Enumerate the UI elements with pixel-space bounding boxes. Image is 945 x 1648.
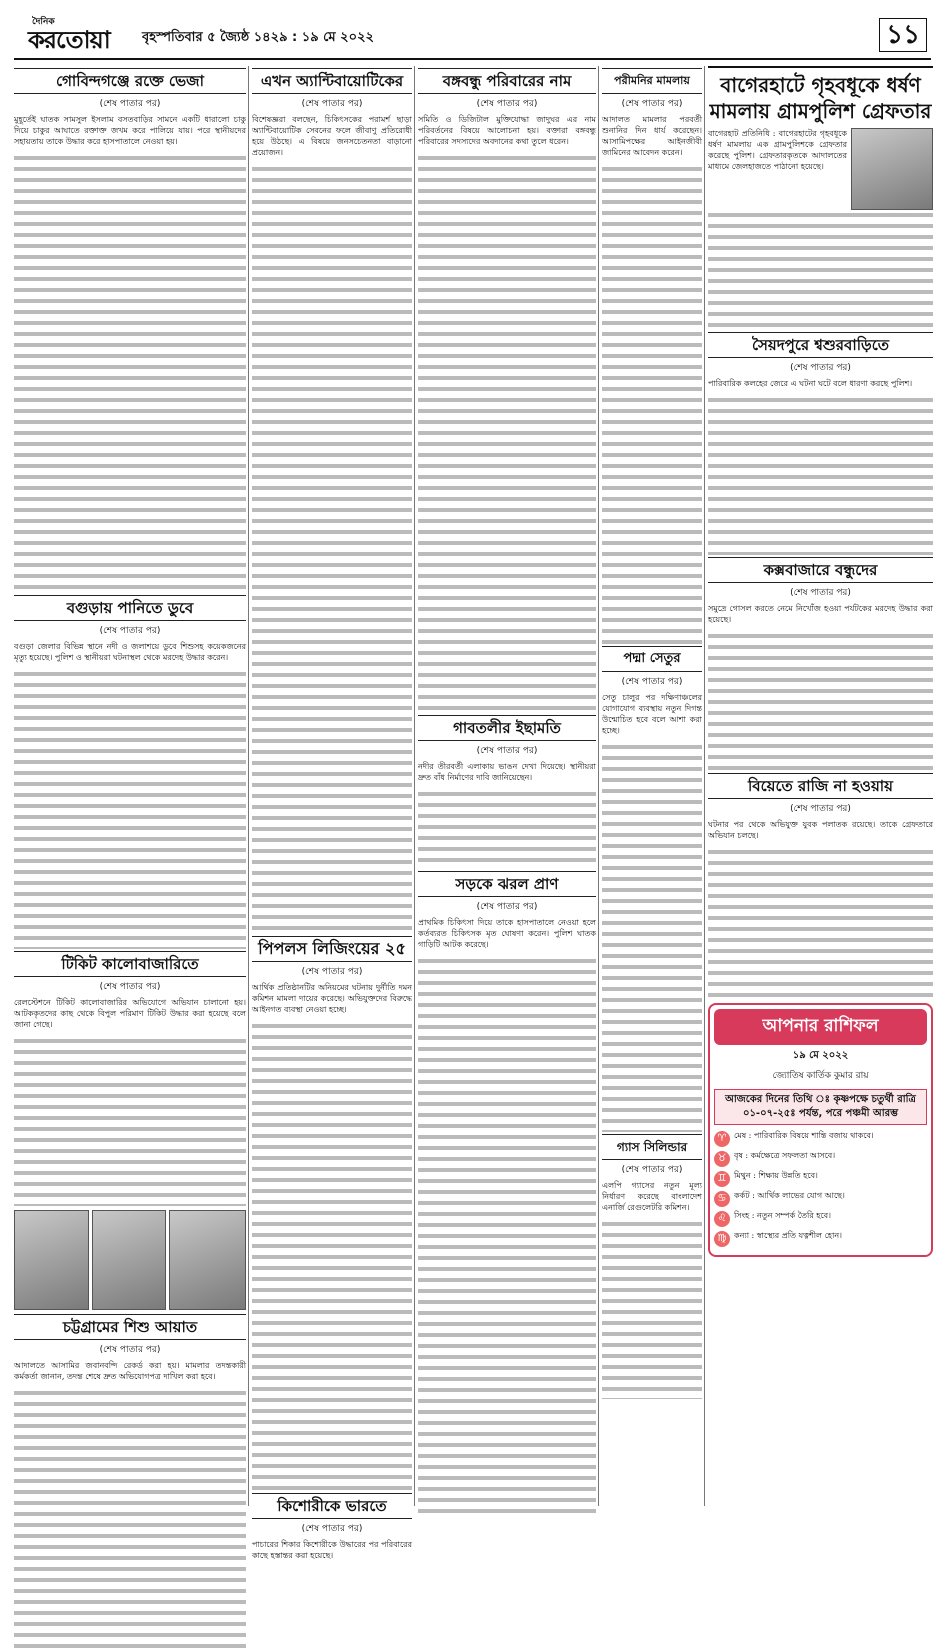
article-headline: কক্সবাজারে বন্ধুদের — [708, 557, 933, 583]
column-3 — [418, 66, 596, 1506]
masthead — [14, 12, 931, 60]
article-headline: কিশোরীকে ভারতে — [252, 1493, 412, 1519]
sign-text: কর্কট : আর্থিক লাভের যোগ আছে। — [734, 1191, 845, 1200]
sign-row — [714, 1171, 927, 1187]
article-body: আদালত মামলার পরবর্তী শুনানির দিন ধার্য করেছেন। আসামিপক্ষের আইনজীবী জামিনের আবেদন করেন। — [602, 115, 702, 157]
article-body: আদালতে আসামির জবানবন্দি রেকর্ড করা হয়। মামলার তদন্তকারী কর্মকর্তা জানান, তদন্ত শেষে দ্রুত অভিযোগপত্র দাখিল করা হবে। — [14, 1361, 246, 1381]
continued-note: (শেষ পাতার পর) — [790, 363, 851, 373]
logo-name: করতোয়া — [28, 25, 110, 54]
article-body: মুহূর্তেই ঘাতক সামসুল ইসলাম বসতবাড়ির সামনে একটি ধারালো চাকু দিয়ে চাকুর আঘাতে রক্তাক্ত জখম করে পালিয়ে যায়। পরে স্থানীয়দের সহায়তায় তাকে উদ্ধার করে হাসপাতালে নেওয়া হয়। — [14, 115, 246, 146]
article-body: বিশেষজ্ঞরা বলছেন, চিকিৎসকের পরামর্শ ছাড়া অ্যান্টিবায়োটিক সেবনের ফলে জীবাণু প্রতিরোধী হয়ে উঠছে। এ বিষয়ে জনসচেতনতা বাড়ানো প্রয়োজন। — [252, 115, 412, 157]
horoscope-title: আপনার রাশিফল — [714, 1009, 927, 1045]
column-5 — [708, 66, 933, 1506]
continued-note: (শেষ পাতার পর) — [99, 1345, 161, 1355]
column-4 — [602, 66, 702, 1506]
sign-text: বৃষ : কর্মক্ষেত্রে সফলতা আসবে। — [734, 1151, 836, 1160]
horoscope-box — [708, 1003, 933, 1257]
article-headline: বগুড়ায় পানিতে ডুবে — [14, 595, 246, 621]
news-photo — [14, 1210, 89, 1310]
logo-small-text: দৈনিক — [32, 17, 55, 27]
article-body: সমিতি ও ডিজিটাল মুক্তিযোদ্ধা জাদুঘর এর নাম পরিবর্তনের বিষয়ে আলোচনা হয়। বক্তারা বঙ্গবন্ধু পরিবারের সদস্যদের অবদানের কথা তুলে ধরেন। — [418, 115, 596, 146]
sign-row — [714, 1231, 927, 1247]
article-headline: সৈয়দপুরে শ্বশুরবাড়িতে — [708, 332, 933, 358]
sign-row — [714, 1151, 927, 1167]
sign-row — [714, 1131, 927, 1147]
article-headline: এখন অ্যান্টিবায়োটিকের — [252, 68, 412, 94]
column-2 — [252, 66, 412, 1560]
zodiac-icon: ♉ — [714, 1151, 730, 1167]
news-photo — [92, 1210, 167, 1310]
sign-text: সিংহ : নতুন সম্পর্ক তৈরি হবে। — [734, 1211, 831, 1220]
article-body: সমুদ্রে গোসল করতে নেমে নিখোঁজ হওয়া পর্যটকের মরদেহ উদ্ধার করা হয়েছে। — [708, 604, 933, 624]
article-body: পাচারের শিকার কিশোরীকে উদ্ধারের পর পরিবারের কাছে হস্তান্তর করা হয়েছে। — [252, 1540, 412, 1560]
sign-row — [714, 1191, 927, 1207]
horoscope-author: জ্যোতিষ কার্তিক কুমার রায় — [772, 1071, 869, 1081]
article-headline: গাবতলীর ইছামতি — [418, 715, 596, 741]
continued-note: (শেষ পাতার পর) — [621, 99, 683, 109]
page-number: ১১ — [879, 18, 927, 52]
continued-note: (শেষ পাতার পর) — [301, 99, 363, 109]
article-body: প্রাথমিক চিকিৎসা দিয়ে তাকে হাসপাতালে নেওয়া হলে কর্তব্যরত চিকিৎসক মৃত ঘোষণা করেন। পুলিশ ঘাতক গাড়িটি আটক করেছে। — [418, 918, 596, 949]
article-headline: পিপলস লিজিংয়ের ২৫ — [252, 936, 412, 962]
lead-headline: বাগেরহাটে গৃহবধূকে ধর্ষণ মামলায় গ্রামপুলিশ গ্রেফতার — [708, 66, 933, 124]
article-headline: চট্টগ্রামের শিশু আয়াত — [14, 1314, 246, 1340]
continued-note: (শেষ পাতার পর) — [476, 99, 538, 109]
continued-note: (শেষ পাতার পর) — [99, 982, 161, 992]
zodiac-icon: ♌ — [714, 1211, 730, 1227]
zodiac-icon: ♍ — [714, 1231, 730, 1247]
article-headline: বঙ্গবন্ধু পরিবারের নাম — [418, 68, 596, 94]
continued-note: (শেষ পাতার পর) — [301, 1524, 363, 1534]
continued-note: (শেষ পাতার পর) — [476, 902, 538, 912]
horoscope-date: ১৯ মে ২০২২ — [792, 1050, 849, 1061]
continued-note: (শেষ পাতার পর) — [476, 746, 538, 756]
article-headline: গোবিন্দগঞ্জে রক্তে ভেজা — [14, 68, 246, 94]
article-headline: পদ্মা সেতুর — [602, 646, 702, 672]
article-body: নদীর তীরবর্তী এলাকায় ভাঙন দেখা দিয়েছে। স্থানীয়রা দ্রুত বাঁধ নির্মাণের দাবি জানিয়েছেন। — [418, 762, 596, 782]
sign-text: মিথুন : শিক্ষায় উন্নতি হবে। — [734, 1171, 818, 1180]
continued-note: (শেষ পাতার পর) — [99, 626, 161, 636]
newspaper-logo — [18, 14, 128, 52]
continued-note: (শেষ পাতার পর) — [790, 804, 851, 814]
tithi-box: আজকের দিনের তিথি ঃ কৃষ্ণপক্ষে চতুর্থী রাত্রি ০১-০৭-২৫ঃ পর্যন্ত, পরে পঞ্চমী আরম্ভ — [714, 1089, 927, 1125]
zodiac-icon: ♊ — [714, 1171, 730, 1187]
article-body: রেলস্টেশনে টিকিট কালোবাজারির অভিযোগে অভিযান চালানো হয়। আটককৃতদের কাছ থেকে বিপুল পরিমাণ টিকিট উদ্ধার করা হয়েছে বলে জানা গেছে। — [14, 998, 246, 1029]
article-headline: টিকিট কালোবাজারিতে — [14, 951, 246, 977]
news-photo — [851, 128, 933, 210]
article-headline: সড়কে ঝরল প্রাণ — [418, 871, 596, 897]
sign-text: মেষ : পারিবারিক বিষয়ে শান্তি বজায় থাকবে। — [734, 1131, 874, 1140]
continued-note: (শেষ পাতার পর) — [790, 588, 851, 598]
article-body: বাগেরহাট প্রতিনিধি : বাগেরহাটের গৃহবধূকে ধর্ষণ মামলায় এক গ্রামপুলিশকে গ্রেফতার করেছে পুলিশ। গ্রেফতারকৃতকে আদালতের মাধ্যমে জেলহাজতে পাঠানো হয়েছে। — [708, 129, 847, 171]
article-body: এলপি গ্যাসের নতুন মূল্য নির্ধারণ করেছে বাংলাদেশ এনার্জি রেগুলেটরি কমিশন। — [602, 1181, 702, 1212]
article-headline: পরীমনির মামলায় — [602, 68, 702, 94]
continued-note: (শেষ পাতার পর) — [621, 677, 683, 687]
sign-row — [714, 1211, 927, 1227]
article-headline: বিয়েতে রাজি না হওয়ায় — [708, 773, 933, 799]
article-headline: গ্যাস সিলিন্ডার — [602, 1134, 702, 1160]
continued-note: (শেষ পাতার পর) — [621, 1165, 683, 1175]
zodiac-icon: ♋ — [714, 1191, 730, 1207]
zodiac-icon: ♈ — [714, 1131, 730, 1147]
continued-note: (শেষ পাতার পর) — [301, 967, 363, 977]
column-1 — [14, 66, 246, 1506]
news-photo — [169, 1210, 246, 1310]
article-body: সেতু চালুর পর দক্ষিণাঞ্চলের যোগাযোগ ব্যবস্থায় নতুন দিগন্ত উন্মোচিত হবে বলে আশা করা হচ্ছে। — [602, 693, 702, 735]
sign-list — [714, 1131, 927, 1247]
article-body: আর্থিক প্রতিষ্ঠানটির অনিয়মের ঘটনায় দুর্নীতি দমন কমিশন মামলা দায়ের করেছে। অভিযুক্তদের বিরুদ্ধে আইনগত ব্যবস্থা নেওয়া হচ্ছে। — [252, 983, 412, 1014]
sign-text: কন্যা : স্বাস্থ্যের প্রতি যত্নশীল হোন। — [734, 1231, 842, 1240]
article-body: ঘটনার পর থেকে অভিযুক্ত যুবক পলাতক রয়েছে। তাকে গ্রেফতারে অভিযান চলছে। — [708, 820, 933, 840]
article-body: পারিবারিক কলহের জেরে এ ঘটনা ঘটে বলে ধারণা করছে পুলিশ। — [708, 379, 913, 388]
dateline: বৃহস্পতিবার ৫ জ্যৈষ্ঠ ১৪২৯ : ১৯ মে ২০২২ — [142, 30, 374, 45]
continued-note: (শেষ পাতার পর) — [99, 99, 161, 109]
article-body: বগুড়া জেলার বিভিন্ন স্থানে নদী ও জলাশয়ে ডুবে শিশুসহ কয়েকজনের মৃত্যু হয়েছে। পুলিশ ও স্থানীয়রা ঘটনাস্থল থেকে মরদেহ উদ্ধার করেন। — [14, 642, 246, 662]
